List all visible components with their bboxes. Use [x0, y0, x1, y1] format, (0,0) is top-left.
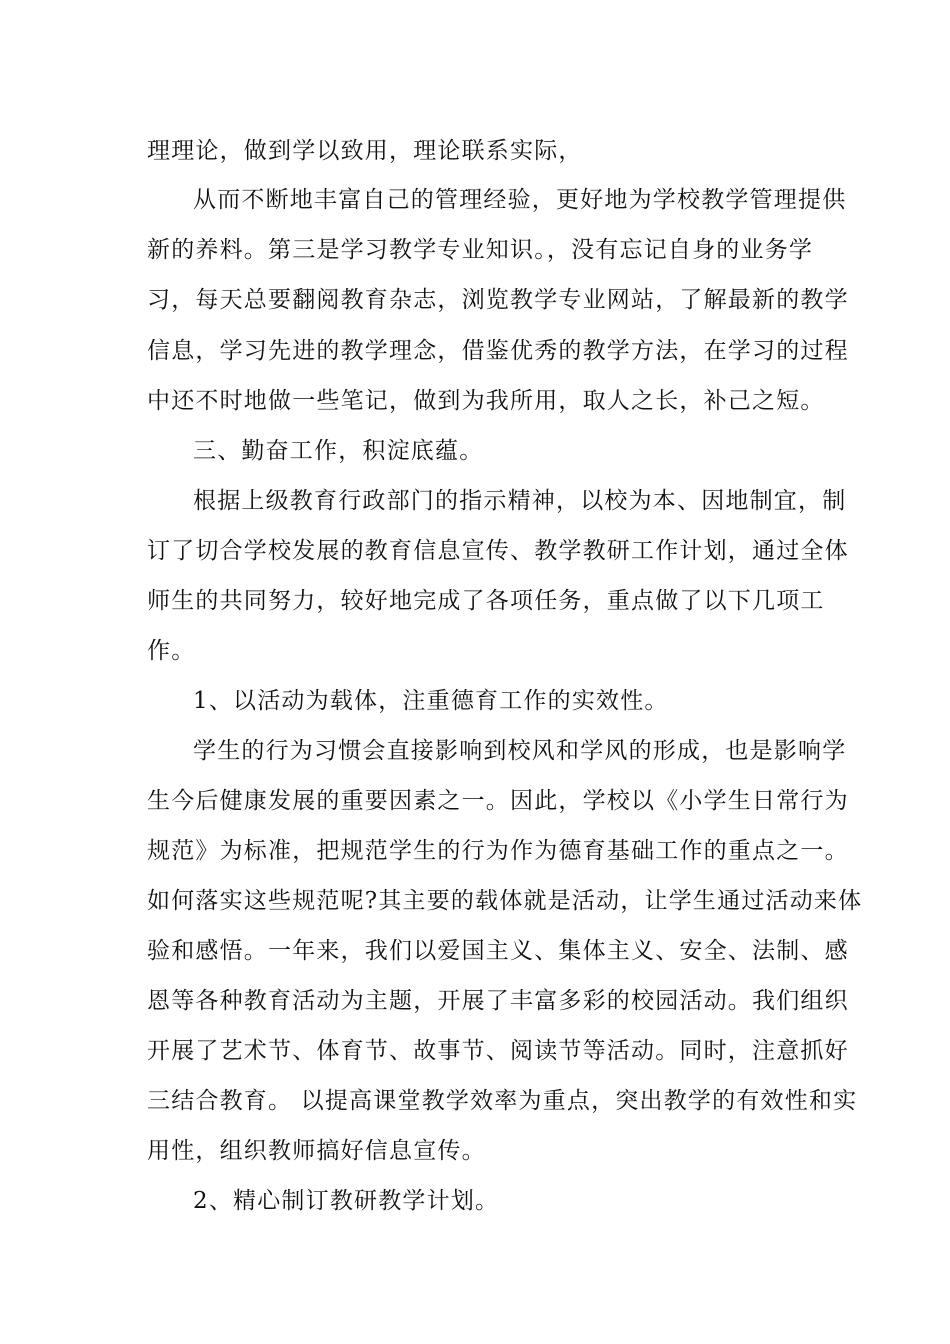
text-line-1: 理理论，做到学以致用，理论联系实际，: [147, 138, 583, 164]
text-line-16: 如何落实这些规范呢?其主要的载体就是活动，让学生通过活动来体: [147, 888, 863, 914]
text-line-4: 习，每天总要翻阅教育杂志，浏览教学专业网站，了解最新的教学: [147, 287, 849, 313]
text-line-17: 验和感悟。一年来，我们以爱国主义、集体主义、安全、法制、感: [147, 938, 849, 964]
subsection-heading: 1、以活动为载体，注重德育工作的实效性。: [193, 688, 669, 714]
text-line-15: 规范》为标准，把规范学生的行为作为德育基础工作的重点之一。: [147, 838, 849, 864]
text-line-20: 三结合教育。 以提高课堂教学效率为重点，突出教学的有效性和实: [147, 1088, 858, 1114]
section-heading: 三、勤奋工作，积淀底蕴。: [193, 438, 484, 464]
text-line-10: 师生的共同努力，较好地完成了各项任务，重点做了以下几项工: [147, 588, 825, 614]
text-line-9: 订了切合学校发展的教育信息宣传、教学教研工作计划，通过全体: [147, 538, 849, 564]
text-line-21: 用性，组织教师搞好信息宣传。: [147, 1138, 486, 1164]
text-line-18: 恩等各种教育活动为主题，开展了丰富多彩的校园活动。我们组织: [147, 988, 849, 1014]
text-line-5: 信息，学习先进的教学理念，借鉴优秀的教学方法，在学习的过程: [147, 338, 849, 364]
paragraph-start-line: 从而不断地丰富自己的管理经验，更好地为学校教学管理提供: [193, 187, 847, 213]
paragraph-start-line: 根据上级教育行政部门的指示精神，以校为本、因地制宜，制: [193, 488, 847, 514]
paragraph-start-line: 学生的行为习惯会直接影响到校风和学风的形成，也是影响学: [193, 738, 847, 764]
text-line-11: 作。: [147, 638, 196, 664]
text-line-6: 中还不时地做一些笔记，做到为我所用，取人之长，补己之短。: [147, 388, 825, 414]
subsection-heading: 2、精心制订教研教学计划。: [193, 1188, 500, 1214]
text-line-14: 生今后健康发展的重要因素之一。因此，学校以《小学生日常行为: [147, 788, 849, 814]
text-line-3: 新的养料。第三是学习教学专业知识。，没有忘记自身的业务学: [147, 237, 814, 263]
text-line-19: 开展了艺术节、体育节、故事节、阅读节等活动。同时，注意抓好: [147, 1038, 849, 1064]
